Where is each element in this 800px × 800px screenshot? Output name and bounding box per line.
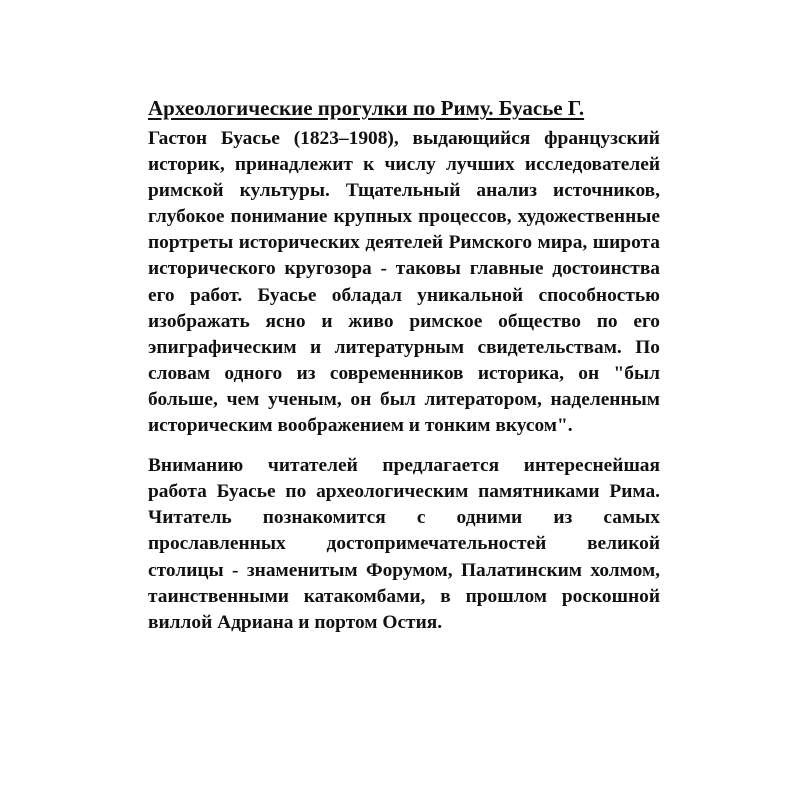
paragraph-author-bio: Гастон Буасье (1823–1908), выдающийся французский историк, принадлежит к числу лучших исследователей римской культуры. Тщательный анализ источников, глубокое понимание крупных процессов, художественные портреты исторических деятелей Римского мира, широта исторического кругозора - таковы главные достоинства его работ. Буасье обладал уникальной способностью изображать ясно и живо римское общество по его эпиграфическим и литературным свидетельствам. По словам одного из современников историка, он "был больше, чем ученым, он был литератором, наделенным историческим воображением и тонким вкусом". — [148, 128, 660, 437]
book-title: Археологические прогулки по Риму. Буасье Г. — [148, 96, 585, 120]
paragraph-book-summary: Вниманию читателей предлагается интереснейшая работа Буасье по археологическим памятниками Рима. Читатель познакомится с одними из самых прославленных достопримечательностей великой столицы - знаменитым Форумом, Палатинским холмом, таинственными катакомбами, в прошлом роскошной виллой Адриана и портом Остия. — [148, 455, 660, 633]
book-description — [148, 94, 660, 636]
